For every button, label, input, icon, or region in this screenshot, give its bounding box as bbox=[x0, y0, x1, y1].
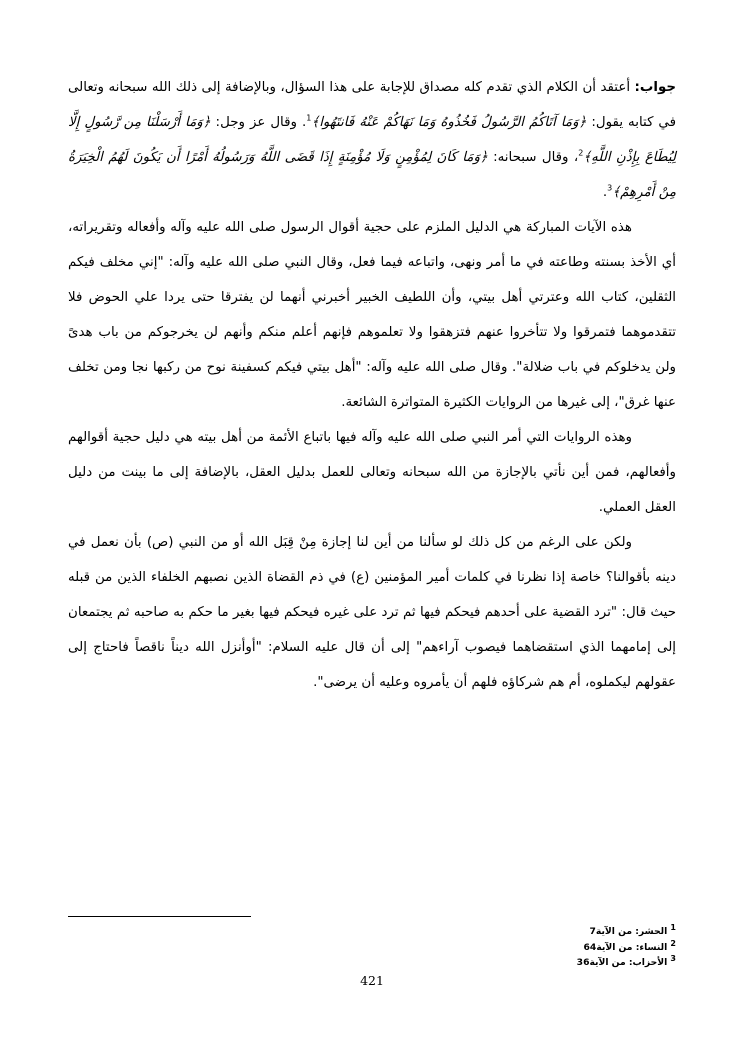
footnotes bbox=[376, 924, 676, 971]
answer-label: جواب: bbox=[634, 80, 676, 95]
footnote-number: 2 bbox=[670, 938, 676, 948]
footnote-text: الأحزاب: من الآية36 bbox=[576, 957, 668, 968]
quran-verse: ﴿وَمَا كَانَ لِمُؤْمِنٍ وَلَا مُؤْمِنَةٍ إِذَا قَضَى اللَّهُ وَرَسُولُهُ أَمْرًا أَن يَكُونَ لَهُمُ الْخِيَرَةُ مِنْ أَمْرِهِمْ﴾ bbox=[68, 150, 676, 200]
footnote-text: الحشر: من الآية7 bbox=[589, 926, 668, 937]
quran-verse: ﴿وَمَا أَرْسَلْنَا مِن رَّسُولٍ إِلَّا لِيُطَاعَ بِإِذْنِ اللَّهِ﴾ bbox=[68, 115, 676, 165]
footnote-divider bbox=[68, 916, 251, 917]
footnote-ref[interactable]: 2 bbox=[578, 148, 584, 158]
paragraph-text: . bbox=[602, 185, 608, 200]
body-text bbox=[68, 70, 676, 700]
footnote-item bbox=[376, 924, 676, 940]
quran-verse: ﴿وَمَا آتَاكُمُ الرَّسُولُ فَخُذُوهُ وَمَا نَهَاكُمْ عَنْهُ فَانتَهُوا﴾ bbox=[311, 115, 587, 130]
footnote-item bbox=[376, 940, 676, 956]
footnote-item bbox=[376, 955, 676, 971]
footnote-number: 3 bbox=[670, 953, 676, 963]
paragraph-answer bbox=[68, 70, 676, 210]
paragraph-text: أعتقد أن الكلام الذي تقدم كله مصداق للإجابة على هذا السؤال، وبالإضافة إلى ذلك الله سبحانه وتعالى في كتابه يقول: bbox=[68, 80, 676, 130]
paragraph-text: ، وقال سبحانه: bbox=[487, 150, 579, 165]
footnote-ref[interactable]: 3 bbox=[607, 183, 613, 193]
paragraph-verses-evidence: هذه الآيات المباركة هي الدليل الملزم على حجية أقوال الرسول صلى الله عليه وآله وأفعاله وتقريراته، أي الأخذ بسنته وطاعته في ما أمر ونهى، واتباعه فيما فعل، وقال النبي صلى الله عليه وآله: "إني مخلف فيكم الثقلين، كتاب الله وعترتي أهل بيتي، وأن اللطيف الخبير أخبرني أنهما لن يفترقا حتى يردا علي الحوض فلا تتقدموهما فتمرقوا ولا تتأخروا عنهم فتزهقوا ولا تعلموهم فإنهم أعلم منكم وأنهم لن يخرجوكم من باب هدىً ولن يدخلوكم في باب ضلالة". وقال صلى الله عليه وآله: "أهل بيتي فيكم كسفينة نوح من ركبها نجا ومن تخلف عنها غرق"، إلى غيرها من الروايات الكثيرة المتواترة الشائعة. bbox=[68, 220, 676, 410]
footnote-text: النساء: من الآية64 bbox=[583, 941, 668, 953]
paragraph-narrations: وهذه الروايات التي أمر النبي صلى الله عليه وآله فيها باتباع الأئمة من أهل بيته هي دليل حجية أقوالهم وأفعالهم، فمن أين نأتي بالإجازة من الله سبحانه وتعالى للعمل بدليل العقل، بالإضافة إلى ما بينت من دليل العقل العملي. bbox=[68, 430, 676, 515]
footnote-number: 1 bbox=[670, 922, 676, 932]
paragraph-text: . وقال عز وجل: bbox=[210, 115, 307, 130]
page-number: 421 bbox=[360, 973, 384, 988]
paragraph-judges: ولكن على الرغم من كل ذلك لو سألنا من أين لنا إجازة مِنْ قِبَل الله أو من النبي (ص) بأن نعمل في دينه بأقوالنا؟ خاصة إذا نظرنا في كلمات أمير المؤمنين (ع) في ذم القضاة الذين نصبهم الخلفاء الذين من قبله حيث قال: "ترد القضية على أحدهم فيحكم فيها ثم ترد على غيره فيحكم فيها بغير ما حكم به صاحبه ثم يجتمعان إلى إمامهما الذي استقضاهما فيصوب آراءهم" إلى أن قال عليه السلام: "أوأنزل الله ديناً ناقصاً فاحتاج إلى عقولهم ليكملوه، أم هم شركاؤه فلهم أن يأمروه وعليه أن يرضى". bbox=[68, 535, 676, 690]
footnote-ref[interactable]: 1 bbox=[306, 113, 312, 123]
